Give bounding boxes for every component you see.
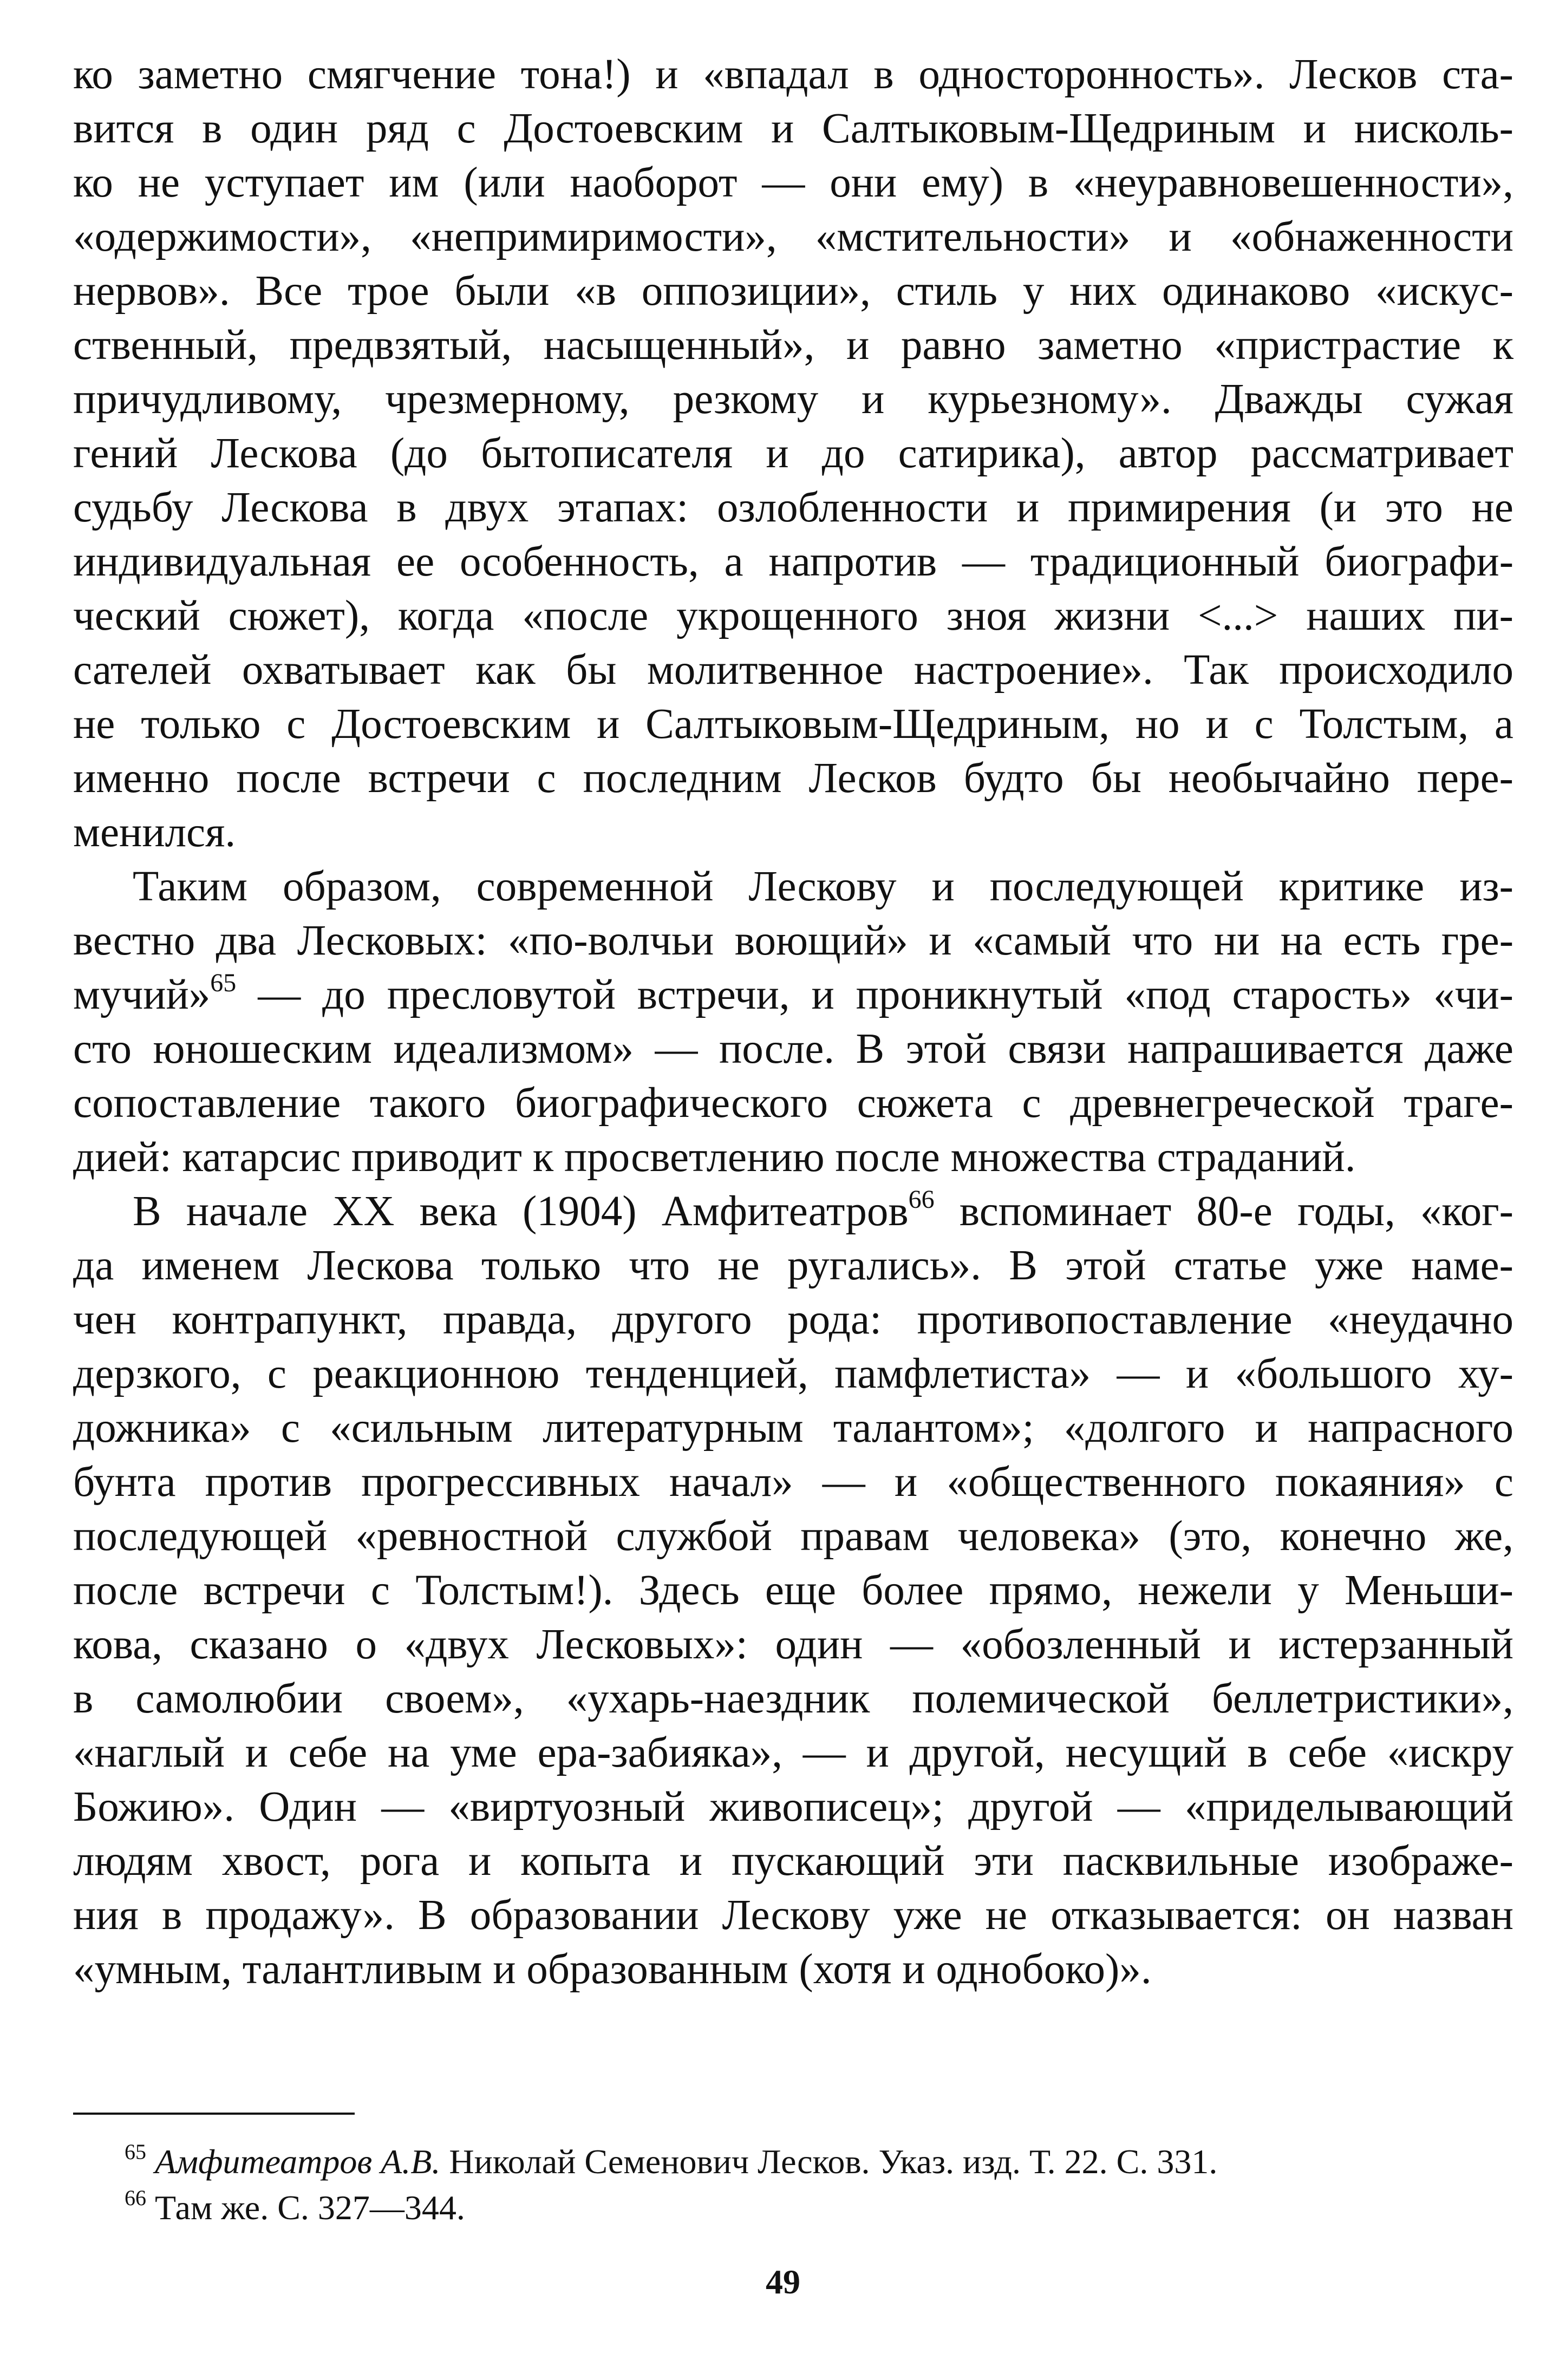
text-line: «умным, талантливым и образованным (хотя и однобоко)». xyxy=(73,1946,1152,1993)
footnote-author: Амфитеатров А.В. xyxy=(155,2142,441,2181)
text-line: в самолюбии своем», «ухарь-наездник полемической беллетристики», xyxy=(73,1675,1513,1722)
text-line: кова, сказано о «двух Лесковых»: один — «обозленный и истерзанный xyxy=(73,1621,1513,1668)
footnote-text: Николай Семенович Лесков. Указ. изд. Т. 22. С. 331. xyxy=(440,2142,1218,2181)
main-text xyxy=(73,48,1513,1997)
text-line: да именем Лескова только что не ругались». В этой статье уже наме- xyxy=(73,1242,1513,1289)
page-number: 49 xyxy=(766,2263,800,2301)
text-segment: мучий» xyxy=(73,971,211,1018)
text-line: причудливому, чрезмерному, резкому и курьезному». Дважды сужая xyxy=(73,376,1513,423)
text-line: дерзкого, с реакционною тенденцией, памфлетиста» — и «большого ху- xyxy=(73,1350,1513,1397)
text-line: менился. xyxy=(73,809,236,856)
text-line: именно после встречи с последним Лесков будто бы необычайно пере- xyxy=(73,755,1513,802)
text-line: Таким образом, современной Лескову и последующей критике из- xyxy=(133,863,1513,910)
text-line-with-note xyxy=(73,968,1513,1022)
text-line: сателей охватывает как бы молитвенное настроение». Так происходило xyxy=(73,646,1513,694)
footnotes xyxy=(125,2139,1511,2231)
text-line: дожника» с «сильным литературным талантом»; «долгого и напрасного xyxy=(73,1404,1513,1451)
footnote-number: 66 xyxy=(125,2186,146,2210)
text-line: ческий сюжет), когда «после укрощенного зноя жизни <...> наших пи- xyxy=(73,592,1513,639)
text-line: сопоставление такого биографического сюжета с древнегреческой траге- xyxy=(73,1080,1513,1127)
text-line: ния в продажу». В образовании Лескову уже не отказывается: он назван xyxy=(73,1892,1513,1939)
text-line: нервов». Все трое были «в оппозиции», стиль у них одинаково «искус- xyxy=(73,267,1513,315)
footnote-divider xyxy=(73,2113,355,2115)
text-line: последующей «ревностной службой правам человека» (это, конечно же, xyxy=(73,1513,1513,1560)
text-segment: — до пресловутой встречи, и проникнутый «под старость» «чи- xyxy=(236,971,1513,1018)
text-line: ко заметно смягчение тона!) и «впадал в односторонность». Лесков ста- xyxy=(73,51,1513,98)
footnote-text: Там же. С. 327—344. xyxy=(155,2188,465,2227)
text-line-with-note xyxy=(73,1185,1513,1239)
text-line: после встречи с Толстым!). Здесь еще более прямо, нежели у Меньши- xyxy=(73,1567,1513,1614)
footnote-number: 65 xyxy=(125,2140,146,2164)
text-line: сто юношеским идеализмом» — после. В этой связи напрашивается даже xyxy=(73,1025,1513,1073)
text-segment: вспоминает 80-е годы, «ког- xyxy=(934,1188,1513,1235)
text-line: индивидуальная ее особенность, а напротив — традиционный биографи- xyxy=(73,538,1513,585)
text-line: бунта против прогрессивных начал» — и «общественного покаяния» с xyxy=(73,1459,1513,1506)
footnote-66 xyxy=(125,2185,1511,2231)
text-line: «наглый и себе на уме ера-забияка», — и другой, несущий в себе «искру xyxy=(73,1729,1513,1776)
text-line: судьбу Лескова в двух этапах: озлобленности и примирения (и это не xyxy=(73,484,1513,531)
text-line: дией: катарсис приводит к просветлению после множества страданий. xyxy=(73,1134,1356,1181)
footnote-ref-66: 66 xyxy=(908,1185,935,1214)
text-line: ственный, предвзятый, насыщенный», и равно заметно «пристрастие к xyxy=(73,322,1513,369)
text-line: людям хвост, рога и копыта и пускающий эти пасквильные изображе- xyxy=(73,1838,1513,1885)
text-segment: В начале XX века (1904) Амфитеатров xyxy=(133,1188,909,1235)
text-line: вится в один ряд с Достоевским и Салтыковым-Щедриным и нисколь- xyxy=(73,105,1513,152)
text-line: не только с Достоевским и Салтыковым-Щедриным, но и с Толстым, а xyxy=(73,701,1513,748)
text-line: ко не уступает им (или наоборот — они ему) в «неуравновешенности», xyxy=(73,159,1513,206)
footnote-65 xyxy=(125,2139,1511,2185)
text-line: Божию». Один — «виртуозный живописец»; другой — «приделывающий xyxy=(73,1783,1513,1830)
text-line: гений Лескова (до бытописателя и до сатирика), автор рассматривает xyxy=(73,430,1513,477)
text-line: чен контрапункт, правда, другого рода: противопоставление «неудачно xyxy=(73,1296,1513,1343)
text-line: вестно два Лесковых: «по-волчьи воющий» и «самый что ни на есть гре- xyxy=(73,917,1513,964)
footnote-ref-65: 65 xyxy=(210,969,237,997)
text-line: «одержимости», «непримиримости», «мстительности» и «обнаженности xyxy=(73,213,1513,260)
